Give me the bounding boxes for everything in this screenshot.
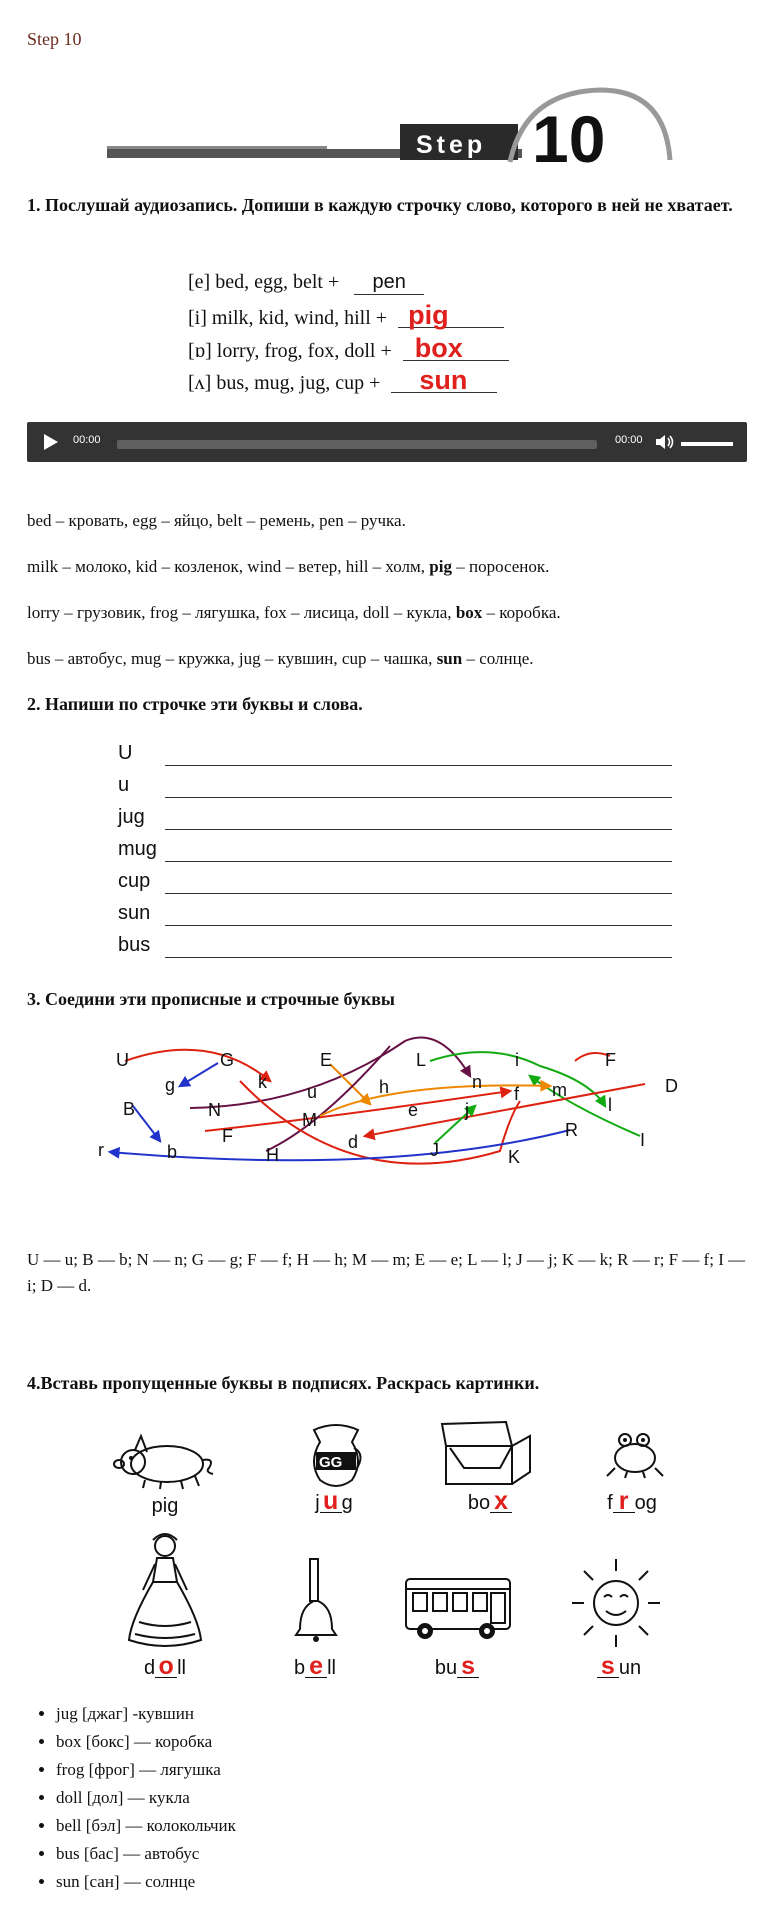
jug-picture	[306, 1422, 366, 1494]
svg-text:GG: GG	[319, 1454, 343, 1471]
bell-picture	[292, 1555, 342, 1645]
letter-label: M	[302, 1110, 317, 1130]
translation-line: milk – молоко, kid – козленок, wind – ветер, hill – холм, pig – поросенок.	[27, 557, 550, 576]
list-item: • sun [сан] — солнце	[56, 1868, 236, 1896]
missing-letter: r	[613, 1490, 635, 1513]
volume-slider[interactable]	[681, 442, 733, 446]
picture-caption: pig	[151, 1495, 179, 1517]
writing-line	[165, 957, 672, 958]
letter-label: n	[472, 1072, 483, 1092]
play-icon[interactable]	[44, 434, 58, 450]
task1-title: 1. Послушай аудиозапись. Допиши в каждую строчку слово, которого в ней не хватает.	[27, 195, 733, 215]
writing-line	[165, 893, 672, 894]
missing-word-answer: pen	[372, 271, 406, 293]
missing-letter: x	[490, 1490, 512, 1513]
letter-label: D	[665, 1076, 678, 1096]
writing-line	[165, 765, 672, 766]
writing-line	[165, 925, 672, 926]
task3-title: 3. Соедини эти прописные и строчные буквы	[27, 989, 395, 1009]
letter-label: m	[552, 1080, 567, 1100]
letter-label: H	[266, 1145, 279, 1165]
phonetic-words: milk, kid, wind, hill +	[211, 307, 388, 329]
frog-picture	[605, 1428, 665, 1480]
letter-label: B	[123, 1099, 136, 1119]
banner-step-word: Step	[416, 131, 487, 159]
letter-label: u	[307, 1082, 318, 1102]
missing-letter: s	[457, 1655, 479, 1678]
copy-line-label: mug	[118, 838, 157, 860]
letter-label: k	[258, 1072, 267, 1092]
letter-label: E	[320, 1050, 333, 1070]
current-time: 00:00	[73, 434, 101, 446]
copy-line-label: sun	[118, 902, 151, 924]
letter-label: J	[430, 1140, 439, 1160]
picture-caption: bo x	[430, 1490, 550, 1515]
missing-letter: u	[320, 1490, 342, 1513]
list-item: • bell [бэл] — колокольчик	[56, 1812, 236, 1840]
letter-label: N	[208, 1100, 221, 1120]
writing-line	[165, 797, 672, 798]
task4-title: 4.Вставь пропущенные буквы в подписях. Раскрась картинки.	[27, 1373, 540, 1393]
phonetic-sound: [e]	[188, 271, 211, 293]
step-banner	[100, 82, 680, 168]
pig-picture	[105, 1428, 220, 1490]
duration-time: 00:00	[615, 434, 643, 446]
copy-line-label: u	[118, 774, 130, 796]
letter-label: d	[348, 1132, 359, 1152]
letter-label: F	[222, 1126, 233, 1146]
missing-word-answer: pig	[408, 300, 449, 330]
task2-title: 2. Напиши по строчке эти буквы и слова.	[27, 694, 363, 714]
picture-caption: s un	[559, 1655, 679, 1680]
letter-label: e	[408, 1100, 419, 1120]
phonetic-row	[188, 365, 497, 395]
list-item: • bus [бас] — автобус	[56, 1840, 236, 1868]
phonetic-sound: [i]	[188, 307, 207, 329]
letter-label: i	[515, 1050, 519, 1070]
phonetic-words: bus, mug, jug, cup +	[216, 372, 381, 394]
copy-line-label: jug	[118, 806, 145, 828]
letter-label: h	[379, 1077, 390, 1097]
picture-caption: d o ll	[143, 1652, 186, 1680]
sun-picture	[568, 1555, 666, 1650]
volume-icon[interactable]	[655, 434, 675, 450]
writing-line	[165, 861, 672, 862]
letter-label: b	[167, 1142, 178, 1162]
phonetic-row	[188, 270, 424, 295]
translation-line: lorry – грузовик, frog – лягушка, fox – лисица, doll – кукла, box – коробка.	[27, 603, 561, 622]
task3-answer: U — u; B — b; N — n; G — g; F — f; H — h; M — m; E — e; L — l; J — j; K — k; R — r; F — f; I — i; D — d.	[27, 1250, 746, 1295]
copy-line-label: bus	[118, 934, 151, 956]
doll-picture	[125, 1530, 205, 1655]
box-picture	[440, 1420, 535, 1488]
list-item: • doll [дол] — кукла	[56, 1784, 236, 1812]
missing-letter: e	[305, 1655, 327, 1678]
letter-label: G	[220, 1050, 235, 1070]
picture-caption: b e ll	[293, 1652, 336, 1680]
letter-matching-figure	[90, 1036, 700, 1186]
writing-line	[165, 829, 672, 830]
phonetic-row	[188, 333, 509, 363]
letter-label: I	[640, 1130, 646, 1150]
phonetic-sound: [ʌ]	[188, 372, 212, 394]
banner-step-number: 10	[532, 102, 606, 168]
phonetic-row	[188, 300, 504, 330]
letter-label: j	[465, 1100, 469, 1120]
letter-label: g	[165, 1075, 176, 1095]
letter-label: F	[605, 1050, 616, 1070]
picture-caption: f r og	[607, 1487, 657, 1515]
vocabulary-list	[38, 1700, 236, 1896]
seek-bar[interactable]	[117, 440, 597, 449]
letter-label: K	[508, 1147, 521, 1167]
letter-label: L	[416, 1050, 427, 1070]
bus-picture	[403, 1575, 513, 1643]
missing-word-answer: sun	[419, 365, 468, 395]
letter-label: l	[608, 1095, 612, 1115]
audio-player	[27, 422, 747, 462]
letter-label: R	[565, 1120, 578, 1140]
letter-label: f	[514, 1084, 520, 1104]
missing-word-answer: box	[414, 333, 463, 363]
phonetic-words: bed, egg, belt +	[215, 271, 340, 293]
picture-caption: bu s	[397, 1655, 517, 1680]
translation-line: bed – кровать, egg – яйцо, belt – ремень, pen – ручка.	[27, 511, 406, 530]
letter-label: U	[116, 1050, 129, 1070]
list-item: • box [бокс] — коробка	[56, 1728, 236, 1756]
phonetic-words: lorry, frog, fox, doll +	[216, 340, 392, 362]
list-item: • jug [джаг] -кувшин	[56, 1700, 236, 1728]
translation-line: bus – автобус, mug – кружка, jug – кувшин, cup – чашка, sun – солнце.	[27, 649, 534, 668]
missing-letter: o	[155, 1655, 177, 1678]
letter-label: r	[98, 1140, 104, 1160]
picture-caption: j u g	[315, 1487, 353, 1515]
copy-line-label: cup	[118, 870, 151, 892]
step-heading: Step 10	[27, 29, 82, 49]
copy-line-label: U	[118, 742, 133, 764]
missing-letter: s	[597, 1655, 619, 1678]
phonetic-sound: [ɒ]	[188, 340, 212, 362]
list-item: • frog [фрог] — лягушка	[56, 1756, 236, 1784]
